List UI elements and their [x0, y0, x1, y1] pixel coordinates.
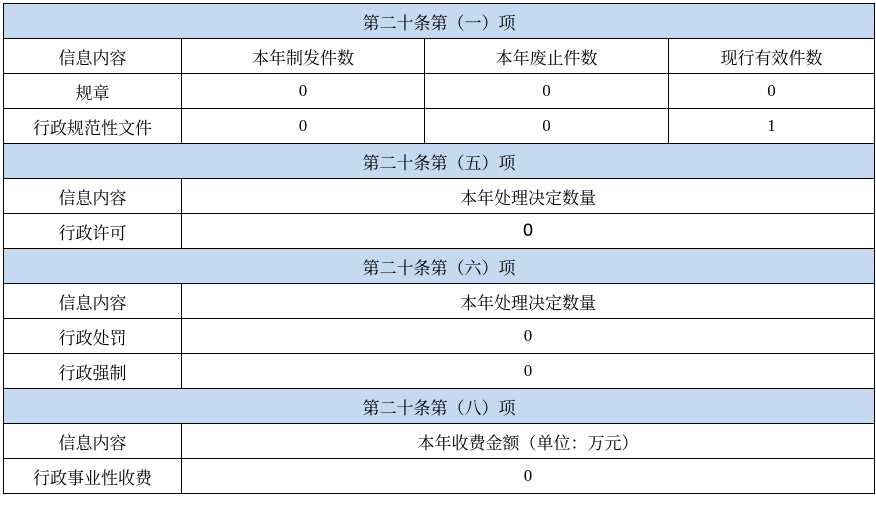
table-row: [4, 109, 875, 144]
decision-count-value: 0: [182, 214, 875, 249]
table-row: [4, 354, 875, 389]
decision-count-header: 本年处理决定数量: [182, 284, 875, 319]
row-label: 行政事业性收费: [4, 459, 182, 494]
section-header-row: [4, 389, 875, 424]
section-title: 第二十条第（一）项: [4, 4, 875, 39]
issued-count-value: 0: [182, 109, 425, 144]
valid-count-header: 现行有效件数: [669, 39, 875, 74]
fee-amount-value: 0: [182, 459, 875, 494]
section-title: 第二十条第（六）项: [4, 249, 875, 284]
info-content-header: 信息内容: [4, 424, 182, 459]
decision-count-value: 0: [182, 354, 875, 389]
column-header-row: [4, 424, 875, 459]
row-label: 行政许可: [4, 214, 182, 249]
table-row: [4, 459, 875, 494]
table-row: [4, 214, 875, 249]
section-title: 第二十条第（八）项: [4, 389, 875, 424]
section-title: 第二十条第（五）项: [4, 144, 875, 179]
info-content-header: 信息内容: [4, 179, 182, 214]
section-header-row: [4, 144, 875, 179]
info-content-header: 信息内容: [4, 284, 182, 319]
issued-count-header: 本年制发件数: [182, 39, 425, 74]
fee-amount-header: 本年收费金额（单位：万元）: [182, 424, 875, 459]
section-header-row: [4, 4, 875, 39]
abolished-count-value: 0: [425, 74, 669, 109]
issued-count-value: 0: [182, 74, 425, 109]
row-label: 行政处罚: [4, 319, 182, 354]
abolished-count-value: 0: [425, 109, 669, 144]
disclosure-table: [3, 3, 875, 494]
column-header-row: [4, 39, 875, 74]
decision-count-header: 本年处理决定数量: [182, 179, 875, 214]
info-content-header: 信息内容: [4, 39, 182, 74]
column-header-row: [4, 179, 875, 214]
row-label: 规章: [4, 74, 182, 109]
column-header-row: [4, 284, 875, 319]
abolished-count-header: 本年废止件数: [425, 39, 669, 74]
decision-count-value: 0: [182, 319, 875, 354]
row-label: 行政强制: [4, 354, 182, 389]
row-label: 行政规范性文件: [4, 109, 182, 144]
valid-count-value: 0: [669, 74, 875, 109]
disclosure-report: [3, 3, 874, 494]
section-header-row: [4, 249, 875, 284]
valid-count-value: 1: [669, 109, 875, 144]
table-row: [4, 74, 875, 109]
table-row: [4, 319, 875, 354]
